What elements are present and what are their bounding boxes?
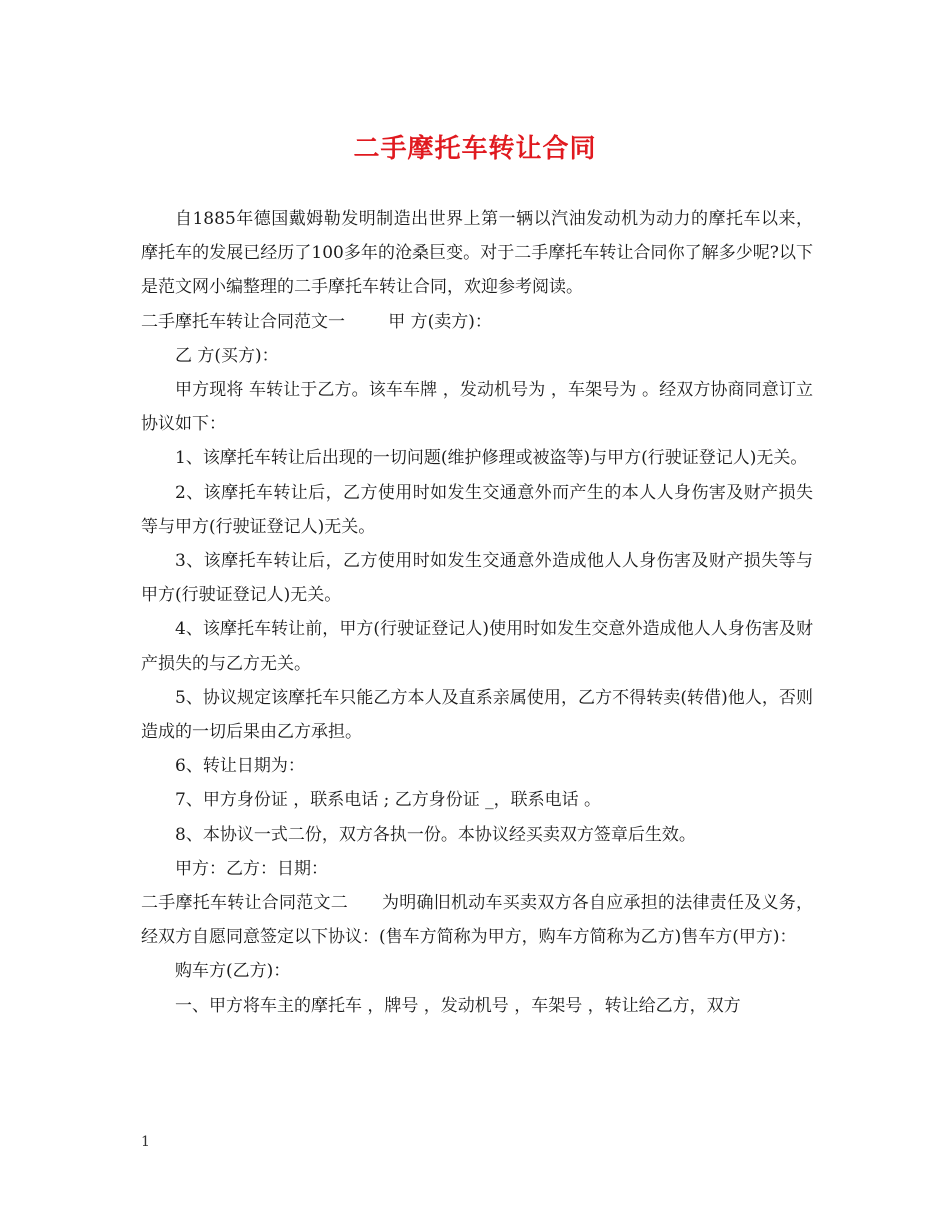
paragraph: 二手摩托车转让合同范文二 为明确旧机动车买卖双方各自应承担的法律责任及义务，经双方自愿同意签定以下协议：(售车方简称为甲方，购车方简称为乙方)售车方(甲方)： (141, 893, 813, 948)
page-number: 1 (141, 1134, 150, 1150)
paragraph: 甲方：乙方：日期： (175, 858, 328, 879)
paragraph: 3、该摩托车转让后，乙方使用时如发生交通意外造成他人人身伤害及财产损失等与甲方(行驶证登记人)无关。 (141, 551, 813, 606)
paragraph: 乙 方(买方)： (175, 345, 279, 366)
paragraph: 5、协议规定该摩托车只能乙方本人及直系亲属使用，乙方不得转卖(转借)他人，否则造成的一切后果由乙方承担。 (141, 687, 813, 743)
paragraph: 自1885年德国戴姆勒发明制造出世界上第一辆以汽油发动机为动力的摩托车以来，摩托车的发展已经历了100多年的沧桑巨变。对于二手摩托车转让合同你了解多少呢?以下是范文网小编整理的二手摩托车转让合同，欢迎参考阅读。 (141, 209, 813, 298)
paragraph: 2、该摩托车转让后，乙方使用时如发生交通意外而产生的本人人身伤害及财产损失等与甲方(行驶证登记人)无关。 (141, 482, 813, 537)
paragraph: 购车方(乙方)： (175, 961, 291, 982)
paragraph: 7、甲方身份证 ，联系电话 ; 乙方身份证 _，联系电话 。 (175, 790, 602, 811)
paragraph: 1、该摩托车转让后出现的一切问题(维护修理或被盗等)与甲方(行驶证登记人)无关。 (175, 448, 808, 469)
document-title: 二手摩托车转让合同 (353, 134, 597, 164)
document-body (141, 202, 813, 1023)
paragraph: 甲方现将 车转让于乙方。该车车牌 ，发动机号为 ，车架号为 。经双方协商同意订立协议如下： (141, 380, 813, 435)
paragraph: 6、转让日期为： (175, 756, 305, 777)
paragraph: 8、本协议一式二份，双方各执一份。本协议经买卖双方签章后生效。 (175, 824, 696, 845)
paragraph: 二手摩托车转让合同范文一 甲 方(卖方)： (141, 311, 492, 332)
paragraph: 一、甲方将车主的摩托车 ，牌号 ，发动机号 ，车架号 ，转让给乙方，双方 (175, 995, 741, 1016)
paragraph: 4、该摩托车转让前，甲方(行驶证登记人)使用时如发生交意外造成他人人身伤害及财产损失的与乙方无关。 (141, 619, 813, 674)
